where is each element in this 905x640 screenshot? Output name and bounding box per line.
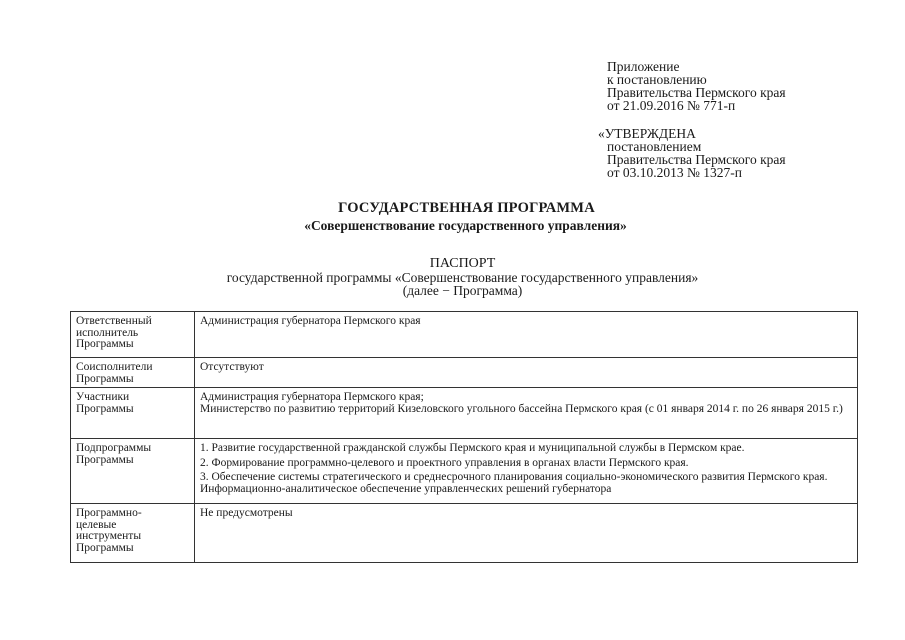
- table-row: [71, 439, 858, 504]
- row-value-item: 2. Формирование программно-целевого и проектного управления в органах власти Пермского края.: [200, 456, 689, 469]
- row-value-item: Отсутствуют: [200, 361, 264, 373]
- approval-line: Правительства Пермского края: [607, 152, 786, 167]
- row-label-line: Программы: [76, 402, 134, 415]
- program-title: ГОСУДАРСТВЕННАЯ ПРОГРАММА: [338, 200, 595, 216]
- row-label-line: целевые: [76, 518, 117, 531]
- row-label: [71, 439, 195, 504]
- appendix-line: Приложение: [607, 59, 680, 74]
- row-value: [195, 504, 858, 563]
- row-label-line: исполнитель: [76, 326, 139, 339]
- appendix-line: от 21.09.2016 № 771-п: [607, 98, 736, 113]
- row-value-item: Администрация губернатора Пермского края;: [200, 391, 424, 403]
- row-value: [195, 388, 858, 439]
- passport-title: ПАСПОРТ: [429, 256, 496, 271]
- appendix-line: Правительства Пермского края: [607, 85, 786, 100]
- passport-subtitle-note: (далее − Программа): [402, 283, 523, 298]
- row-label-line: Программно-: [76, 507, 142, 519]
- row-value: [195, 358, 858, 388]
- table-row: [71, 504, 858, 563]
- approval-note: [598, 127, 786, 179]
- row-label-line: Программы: [76, 453, 134, 466]
- row-label: [71, 504, 195, 563]
- row-label: [71, 312, 195, 358]
- row-value-item: Не предусмотрены: [200, 507, 293, 519]
- row-label-line: Участники: [76, 391, 130, 403]
- table-row: [71, 312, 858, 358]
- appendix-line: к постановлению: [607, 72, 707, 87]
- approval-line: «УТВЕРЖДЕНА: [598, 126, 696, 141]
- row-value-item: 1. Развитие государственной гражданской службы Пермского края и муниципальной службы в Пермском крае.: [200, 442, 745, 454]
- row-value-item: Администрация губернатора Пермского края: [200, 315, 421, 327]
- row-label-line: Соисполнители: [76, 361, 153, 373]
- row-label-line: инструменты: [76, 530, 142, 542]
- row-label: [71, 358, 195, 388]
- row-value: [195, 439, 858, 504]
- row-label-line: Программы: [76, 372, 134, 385]
- row-label-line: Ответственный: [76, 315, 152, 327]
- table-row: [71, 358, 858, 388]
- appendix-note: [607, 60, 786, 112]
- passport-subtitle: государственной программы «Совершенствование государственного управления»: [226, 270, 699, 285]
- row-value: [195, 312, 858, 358]
- row-label-line: Программы: [76, 338, 134, 350]
- approval-line: постановлением: [607, 139, 702, 154]
- row-label-line: Подпрограммы: [76, 442, 152, 454]
- row-label: [71, 388, 195, 439]
- row-label-line: Программы: [76, 541, 134, 554]
- table-row: [71, 388, 858, 439]
- row-value-item: Министерство по развитию территорий Кизеловского угольного бассейна Пермского края (с 01 января 2014 г. по 26 января 2015 г.): [200, 402, 843, 415]
- approval-line: от 03.10.2013 № 1327-п: [607, 165, 742, 180]
- passport-table: [70, 311, 858, 563]
- row-value-item: 3. Обеспечение системы стратегического и среднесрочного планирования социально-экономического развития Пермского края. Информационно-аналитическое обеспечение управленческих решений губернатора: [200, 471, 828, 495]
- program-name: «Совершенствование государственного управления»: [304, 218, 627, 233]
